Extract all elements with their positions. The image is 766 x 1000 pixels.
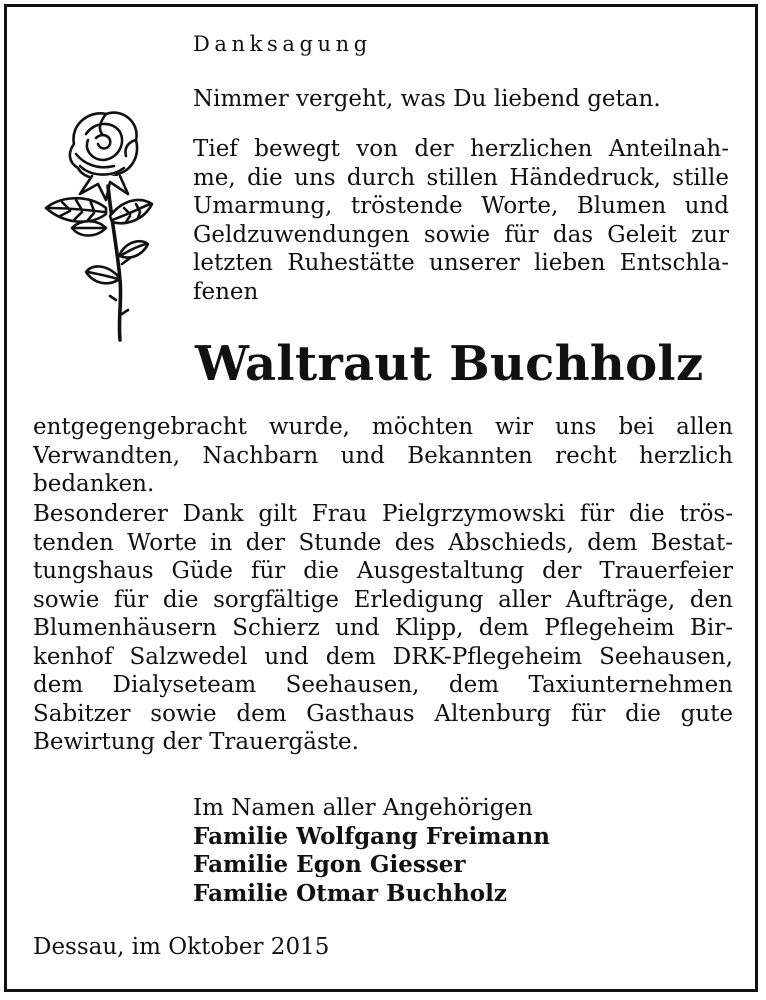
family-name: Familie Otmar Buchholz — [193, 879, 507, 907]
family-name: Familie Wolfgang Freimann — [193, 822, 550, 850]
motto: Nimmer vergeht, was Du liebend getan. — [193, 86, 661, 112]
intro-line: Geldzuwendungen sowie für das Geleit zur — [193, 221, 729, 248]
special-thanks-paragraph — [33, 500, 733, 757]
special-thanks-line: Sabitzer sowie dem Gasthaus Altenburg für die gute — [33, 700, 733, 727]
special-thanks-line: kenhof Salzwedel und dem DRK-Pflegeheim Seehausen, — [33, 643, 733, 670]
special-thanks-line: Bewirtung der Trauergäste. — [33, 729, 359, 755]
special-thanks-line: tenden Worte in der Stunde des Abschieds, dem Bestat- — [33, 529, 733, 556]
intro-line: Tief bewegt von der herzlichen Anteilnah- — [193, 136, 729, 162]
intro-line: Umarmung, tröstende Worte, Blumen und — [193, 193, 729, 219]
thanks-line: Verwandten, Nachbarn und Bekannten recht herzlich — [33, 442, 733, 469]
intro-line: me, die uns durch stillen Händedruck, stille — [193, 164, 729, 191]
rose-icon — [40, 104, 170, 344]
intro-paragraph — [193, 135, 729, 306]
signature-intro: Im Namen aller Angehörigen — [193, 795, 533, 821]
intro-line: letzten Ruhestätte unserer lieben Entschla- — [193, 250, 729, 276]
thanks-paragraph — [33, 413, 733, 499]
special-thanks-line: Besonderer Dank gilt Frau Pielgrzymowski für die trös- — [33, 501, 733, 527]
thanks-line: entgegengebracht wurde, möchten wir uns bei allen — [33, 414, 733, 440]
notice-title: Danksagung — [193, 32, 372, 56]
thanks-line: bedanken. — [33, 471, 155, 497]
special-thanks-line: dem Dialyseteam Seehausen, dem Taxiunternehmen — [33, 672, 733, 698]
special-thanks-line: sowie für die sorgfältige Erledigung aller Aufträge, den — [33, 586, 733, 613]
special-thanks-line: tungshaus Güde für die Ausgestaltung der Trauerfeier — [33, 558, 733, 584]
deceased-name: Waltraut Buchholz — [195, 336, 704, 392]
intro-line: fenen — [193, 278, 259, 305]
family-name: Familie Egon Giesser — [193, 851, 466, 878]
signature-block — [193, 794, 550, 908]
special-thanks-line: Blumenhäusern Schierz und Klipp, dem Pflegeheim Bir- — [33, 615, 733, 641]
place-date: Dessau, im Oktober 2015 — [33, 934, 330, 960]
